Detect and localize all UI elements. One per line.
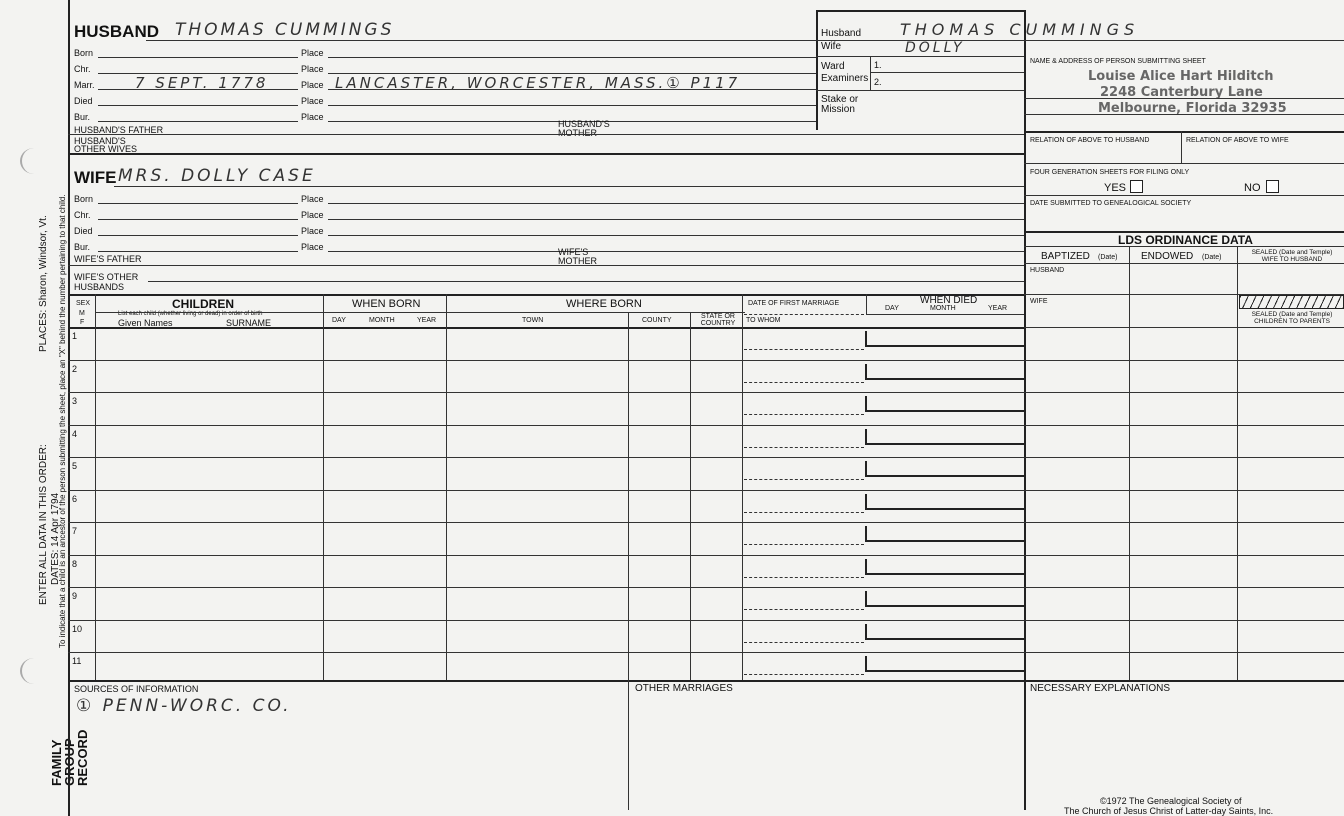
yes-checkbox[interactable] <box>1130 180 1143 193</box>
husband-born-label: Born <box>74 48 94 58</box>
place-label: Place <box>301 242 324 252</box>
died-month: MONTH <box>930 305 956 312</box>
children-title: CHILDREN <box>172 297 234 311</box>
lds-title: LDS ORDINANCE DATA <box>1118 233 1253 247</box>
punch-hole-top <box>20 148 48 174</box>
wife-father-label: WIFE'S FATHER <box>74 254 142 264</box>
husband-heading: HUSBAND <box>74 22 159 41</box>
child-row-number: 6 <box>72 493 78 504</box>
submitter-label: NAME & ADDRESS OF PERSON SUBMITTING SHEET <box>1030 58 1206 65</box>
date-submitted-label: DATE SUBMITTED TO GENEALOGICAL SOCIETY <box>1030 200 1192 207</box>
first-marriage-label: DATE OF FIRST MARRIAGE <box>748 300 840 307</box>
husband-father-label: HUSBAND'S FATHER <box>74 125 164 135</box>
copyright-line2: The Church of Jesus Christ of Latter-day Saints, Inc. <box>1064 806 1274 816</box>
wife-other-husbands-label: WIFE'S OTHER HUSBANDS <box>74 272 139 292</box>
place-label: Place <box>301 112 324 122</box>
wife-heading: WIFE <box>74 168 117 187</box>
wife-born-label: Born <box>74 194 94 204</box>
place-label: Place <box>301 64 324 74</box>
husband-mother-label: HUSBAND'S MOTHER <box>558 119 610 138</box>
baptized-date-label: (Date) <box>1098 254 1118 261</box>
husband-other-wives-label: HUSBAND'S OTHER WIVES <box>74 136 138 154</box>
baptized-label: BAPTIZED <box>1041 251 1090 262</box>
to-whom-label: TO WHOM <box>746 317 781 324</box>
copyright-line1: ©1972 The Genealogical Society of <box>1100 796 1242 806</box>
four-gen-label: FOUR GENERATION SHEETS FOR FILING ONLY <box>1030 169 1190 176</box>
place-label: Place <box>301 96 324 106</box>
surname-label: SURNAME <box>226 318 272 328</box>
right-husband-label: Husband <box>821 28 862 39</box>
husband-marr-place: LANCASTER, WORCESTER, MASS.① P117 <box>335 74 741 92</box>
ward-label: Ward <box>821 61 845 72</box>
punch-hole-bottom <box>20 658 48 684</box>
child-row-number: 11 <box>72 656 82 666</box>
husband-chr-value: 7 SEPT. 1778 <box>135 74 269 92</box>
when-born-label: WHEN BORN <box>352 298 421 310</box>
place-label: Place <box>301 194 324 204</box>
no-checkbox[interactable] <box>1266 180 1279 193</box>
record-title: FAMILY GROUP RECORD <box>49 729 90 786</box>
child-row-number: 2 <box>72 363 78 374</box>
margin-places: PLACES: Sharon, Windsor, Vt. <box>38 215 49 352</box>
husband-name: THOMAS CUMMINGS <box>175 20 395 40</box>
endowed-date-label: (Date) <box>1202 254 1222 261</box>
sources-label: SOURCES OF INFORMATION <box>74 684 199 694</box>
place-label: Place <box>301 80 324 90</box>
child-row-number: 9 <box>72 591 78 601</box>
relation-wife-label: RELATION OF ABOVE TO WIFE <box>1186 137 1289 144</box>
born-year: YEAR <box>417 317 437 324</box>
wife-died-label: Died <box>74 226 93 236</box>
sources-value: ① PENN-WORC. CO. <box>76 696 292 716</box>
submitter-name: Louise Alice Hart Hilditch <box>1088 69 1274 84</box>
submitter-city: Melbourne, Florida 32935 <box>1098 101 1287 116</box>
sex-m: M <box>79 310 85 317</box>
relation-husband-label: RELATION OF ABOVE TO HUSBAND <box>1030 137 1150 144</box>
right-husband-value: THOMAS CUMMINGS <box>900 20 1140 39</box>
wife-mother-label: WIFE'S MOTHER <box>558 247 597 266</box>
child-row-number: 4 <box>72 428 78 439</box>
right-wife-value: DOLLY <box>905 40 965 56</box>
child-row-number: 1 <box>72 331 78 341</box>
wife-bur-label: Bur. <box>74 242 91 252</box>
margin-enter: ENTER ALL DATA IN THIS ORDER: <box>38 444 49 605</box>
child-row-number: 8 <box>72 558 78 569</box>
husband-marr-label: Marr. <box>74 80 95 90</box>
sealed-hatch <box>1239 295 1344 309</box>
margin-indicate: To indicate that a child is an ancestor of the person submitting the sheet, place an "X" behind the number pertaining to that child. <box>58 194 67 648</box>
right-wife-label: Wife <box>821 41 841 52</box>
place-label: Place <box>301 210 324 220</box>
endowed-label: ENDOWED <box>1141 251 1194 262</box>
place-label: Place <box>301 226 324 236</box>
sex-f: F <box>80 319 85 326</box>
explanations-label: NECESSARY EXPLANATIONS <box>1030 683 1171 694</box>
examiner-2: 2. <box>874 77 882 87</box>
sealed-wife-label: SEALED (Date and Temple) WIFE TO HUSBAND <box>1251 249 1333 263</box>
margin-dates: DATES: 14 Apr 1794 <box>50 492 61 585</box>
sex-label: SEX <box>76 300 91 307</box>
state-label: STATE OR COUNTRY <box>700 313 736 327</box>
stake-label: Stake or Mission <box>821 94 859 115</box>
died-year: YEAR <box>988 305 1008 312</box>
died-day: DAY <box>885 305 899 312</box>
when-died-label: WHEN DIED <box>920 295 978 306</box>
examiner-1: 1. <box>874 60 882 70</box>
where-born-label: WHERE BORN <box>566 298 642 310</box>
born-day: DAY <box>332 317 346 324</box>
sealed-children-label: SEALED (Date and Temple) CHILDREN TO PARENTS <box>1251 311 1333 325</box>
husband-died-label: Died <box>74 96 93 106</box>
husband-chr-label: Chr. <box>74 64 91 74</box>
born-month: MONTH <box>369 317 395 324</box>
child-row-number: 3 <box>72 396 78 406</box>
other-marriages-label: OTHER MARRIAGES <box>635 683 733 694</box>
lds-husband-label: HUSBAND <box>1030 267 1065 274</box>
place-label: Place <box>301 48 324 58</box>
lds-wife-label: WIFE <box>1030 298 1048 305</box>
county-label: COUNTY <box>642 317 672 324</box>
yes-label: YES <box>1104 182 1127 194</box>
submitter-street: 2248 Canterbury Lane <box>1100 85 1263 100</box>
given-names-label: Given Names <box>118 318 173 328</box>
child-row-number: 7 <box>72 526 78 536</box>
child-row-number: 10 <box>72 623 83 634</box>
no-label: NO <box>1244 182 1261 194</box>
wife-chr-label: Chr. <box>74 210 91 220</box>
children-instruction: List each child (whether living or dead) in order of birth <box>118 311 263 317</box>
child-row-number: 5 <box>72 461 78 471</box>
wife-name: MRS. DOLLY CASE <box>118 166 316 186</box>
town-label: TOWN <box>522 317 544 324</box>
husband-bur-label: Bur. <box>74 112 91 122</box>
examiners-label: Examiners <box>821 73 869 84</box>
